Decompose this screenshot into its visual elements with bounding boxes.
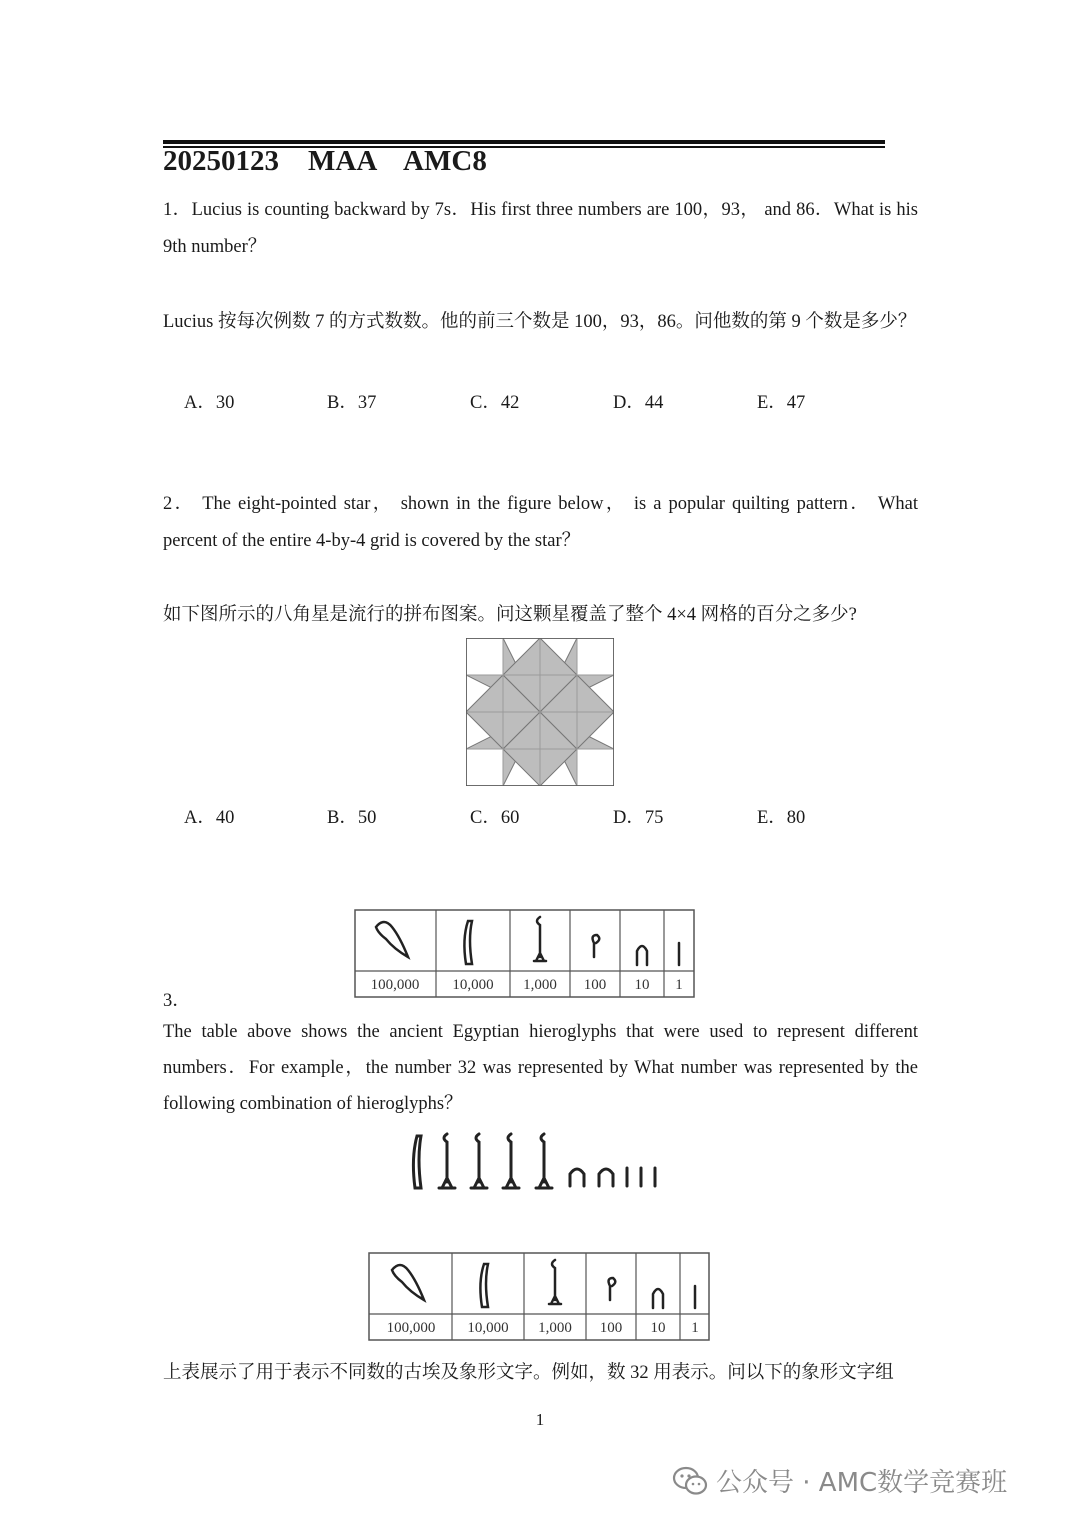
header-rule-thick — [163, 140, 885, 144]
wechat-icon — [672, 1465, 708, 1497]
q1-text-zh: Lucius 按每次例数 7 的方式数数。他的前三个数是 100，93，86。问他数的第 9 个数是多少？ — [163, 312, 917, 332]
star-grid-figure — [466, 638, 614, 786]
hieroglyph-table-2 — [368, 1252, 710, 1341]
t1-val-1: 10,000 — [452, 977, 494, 993]
q3-text-en: The table above shows the ancient Egyptian hieroglyphs that were used to represent different numbers．For example，the number 32 was represented by What number was represented by the following combination of hieroglyphs？ — [163, 1022, 918, 1114]
q2-choice-a: A．40 — [184, 808, 235, 828]
page-number: 1 — [535, 1410, 545, 1429]
q2-choice-b: B．50 — [327, 808, 377, 828]
t2-val-1: 10,000 — [467, 1320, 509, 1336]
hieroglyph-combination — [405, 1128, 670, 1198]
q2-choice-d: D．75 — [613, 808, 664, 828]
t1-val-3: 100 — [583, 977, 607, 993]
q1-choice-e: E．47 — [757, 393, 806, 413]
t2-val-4: 10 — [650, 1320, 666, 1336]
hieroglyph-table-1 — [354, 909, 695, 998]
watermark-text: 公众号 · AMC数学竞赛班 — [716, 1468, 1008, 1498]
q1-choice-b: B．37 — [327, 393, 377, 413]
q3-number: 3． — [163, 991, 191, 1011]
t2-val-3: 100 — [599, 1320, 623, 1336]
q1-choice-c: C．42 — [470, 393, 520, 413]
q2-text-en: 2． The eight-pointed star， shown in the figure below， is a popular quilting pattern． What percent of the entire 4-by-4 grid is covered by the star？ — [163, 494, 918, 551]
q2-choice-e: E．80 — [757, 808, 806, 828]
q2-choice-c: C．60 — [470, 808, 520, 828]
t2-val-5: 1 — [691, 1320, 699, 1336]
t1-val-5: 1 — [675, 977, 683, 993]
watermark — [672, 1462, 1007, 1499]
q1-choice-d: D．44 — [613, 393, 664, 413]
t1-val-0: 100,000 — [370, 977, 420, 993]
q2-text-zh: 如下图所示的八角星是流行的拼布图案。问这颗星覆盖了整个 4×4 网格的百分之多少? — [163, 605, 857, 625]
q3-text-zh: 上表展示了用于表示不同数的古埃及象形文字。例如，数 32 用表示。问以下的象形文字组 — [163, 1363, 894, 1383]
q1-choice-a: A．30 — [184, 393, 235, 413]
t2-val-0: 100,000 — [386, 1320, 436, 1336]
document-title: 20250123 MAA AMC8 — [163, 145, 487, 177]
t2-val-2: 1,000 — [538, 1320, 572, 1336]
t1-val-2: 1,000 — [523, 977, 557, 993]
t1-val-4: 10 — [634, 977, 650, 993]
q1-text-en: 1．Lucius is counting backward by 7s．His first three numbers are 100，93， and 86．What is his 9th number？ — [163, 200, 918, 257]
